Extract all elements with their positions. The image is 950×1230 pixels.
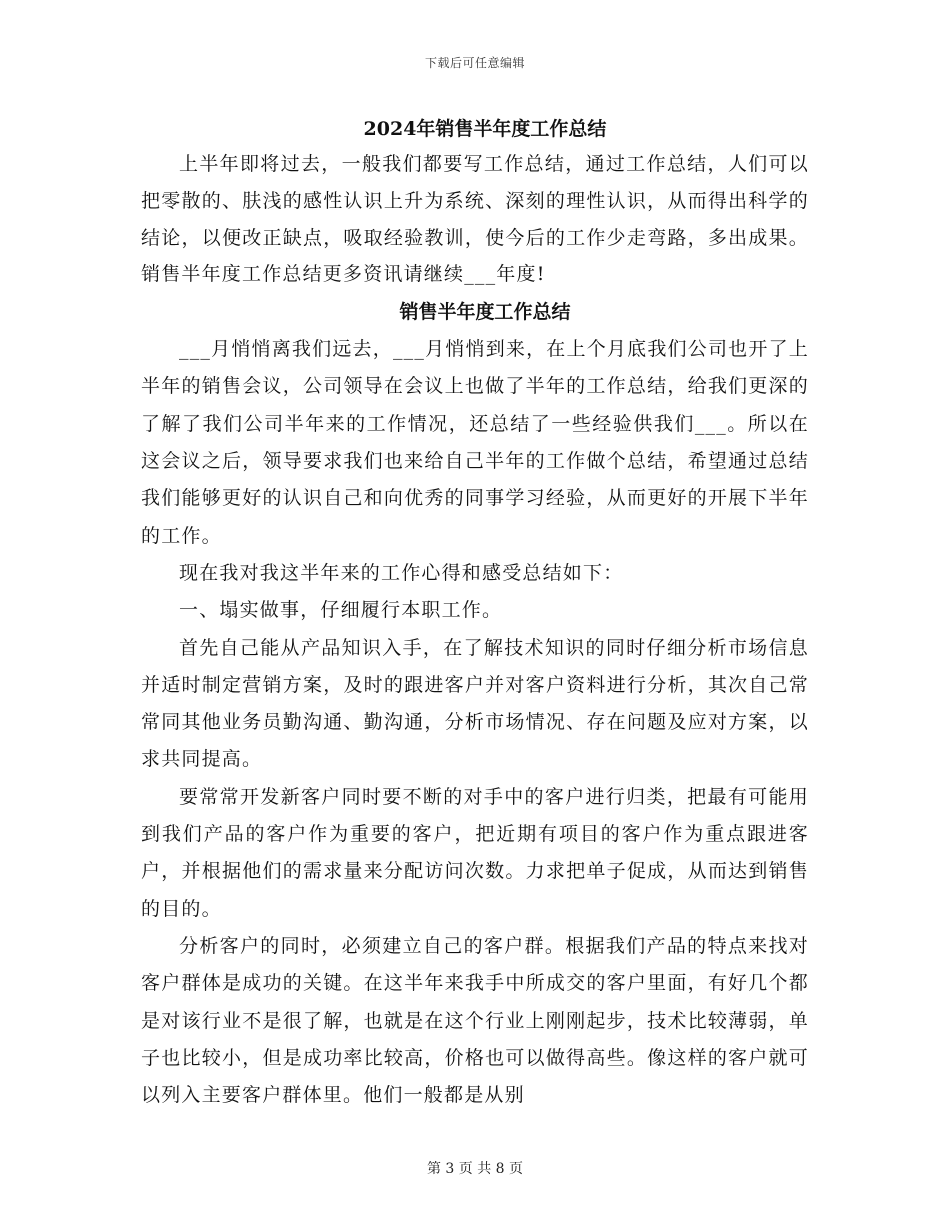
body-paragraph: ___月悄悄离我们远去，___月悄悄到来，在上个月底我们公司也开了上半年的销售会议，公司领导在会议上也做了半年的工作总结，给我们更深的了解了我们公司半年来的工作情况，还总结了一些经验供我们___。所以在这会议之后，领导要求我们也来给自己半年的工作做个总结，希望通过总结我们能够更好的认识自己和向优秀的同事学习经验，从而更好的开展下半年的工作。: [141, 338, 809, 547]
document-body: [141, 112, 809, 1114]
document-title: 2024年销售半年度工作总结: [363, 118, 607, 140]
body-paragraph: 要常常开发新客户同时要不断的对手中的客户进行归类，把最有可能用到我们产品的客户作为重要的客户，把近期有项目的客户作为重点跟进客户，并根据他们的需求量来分配访问次数。力求把单子促成，从而达到销售的目的。: [141, 785, 809, 920]
section-heading-paragraph: 一、塌实做事，仔细履行本职工作。: [179, 599, 503, 622]
page-header-note: 下载后可任意编辑: [424, 56, 525, 70]
intro-paragraph: 上半年即将过去，一般我们都要写工作总结，通过工作总结，人们可以把零散的、肤浅的感性认识上升为系统、深刻的理性认识，从而得出科学的结论，以便改正缺点，吸取经验教训，使今后的工作少走弯路，多出成果。销售半年度工作总结更多资讯请继续___年度!: [141, 153, 809, 286]
body-paragraph: 首先自己能从产品知识入手，在了解技术知识的同时仔细分析市场信息并适时制定营销方案，及时的跟进客户并对客户资料进行分析，其次自己常常同其他业务员勤沟通、勤沟通，分析市场情况、存在问题及应对方案，以求共同提高。: [141, 636, 809, 771]
page-number: 第 3 页 共 8 页: [426, 1161, 524, 1177]
body-paragraph: 分析客户的同时，必须建立自己的客户群。根据我们产品的特点来找对客户群体是成功的关键。在这半年来我手中所成交的客户里面，有好几个都是对该行业不是很了解，也就是在这个行业上刚刚起步，技术比较薄弱，单子也比较小，但是成功率比较高，价格也可以做得高些。像这样的客户就可以列入主要客户群体里。他们一般都是从别: [141, 934, 809, 1107]
body-paragraph: 现在我对我这半年来的工作心得和感受总结如下：: [179, 561, 624, 584]
section-subtitle: 销售半年度工作总结: [399, 301, 571, 324]
